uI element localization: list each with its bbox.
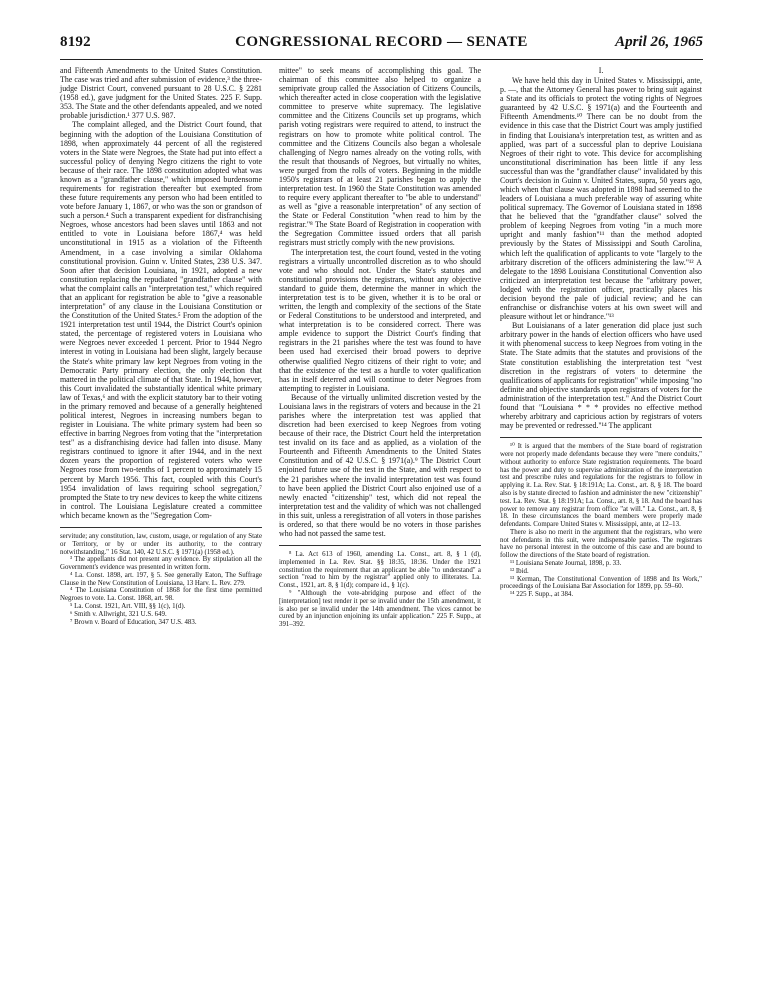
footnote: ⁸ La. Act 613 of 1960, amending La. Const., art. 8, § 1 (d), implemented in La. Rev. Stat. §§ 18:35, 18:36. Under the 1921 constitution the requirement that an applicant be able "to understand" a section "read to him by the registrar" applied only to illiterates. La. Const., 1921, art. 8, § 1(d); compare id., § 1(c). xyxy=(279,551,481,590)
footnote: ³ The appellants did not present any evidence. By stipulation all the Government's evidence was presented in written form. xyxy=(60,556,262,572)
footnote: ¹⁰ It is argued that the members of the State board of registration were not properly made defendants because they were "mere conduits," without authority to enforce State registration requirements. The board has the power and duty to supervise administration of the interpretation test and prescribe rules and regulations for the registrars to follow in applying it. La. Rev. Stat. § 18:191A; La. Const., art. 8, § 18. The board also is by statute directed to fashion and administer the new "citizenship" test. La. Rev. Stat. § 18:191A; La. Const., art. 8, § 18. And the board has power to remove any registrar from office "at will." La. Const., art. 8, § 18. In these circumstances the board members were properly made defendants. Compare United States v. Mississippi, ante, at 12–13. xyxy=(500,443,702,529)
footnote: ⁷ Brown v. Board of Education, 347 U.S. 483. xyxy=(70,618,197,626)
page-date: April 26, 1965 xyxy=(615,34,703,50)
footnote-divider xyxy=(279,545,481,546)
body-paragraph: We have held this day in United States v. Mississippi, ante, p. —, that the Attorney General has power to bring suit against a State and its officials to protect the voting rights of Negroes guaranteed by 42 U.S.C. § 1971(a) and the Fourteenth and Fifteenth Amendments.¹⁰ There can be no doubt from the evidence in this case that the District Court was amply justified in finding that Louisiana's interpretation test, as written and as applied, was part of a successful plan to deprive Louisiana Negroes of their right to vote. This device for accomplishing unconstitutional discrimination has been little if any less successful than was the "grandfather clause" invalidated by this Court's decision in Guinn v. United States, supra, 50 years ago, which when that clause was adopted in 1898 had seemed to the leaders of Louisiana a much preferable way of assuring white political supremacy. The Governor of Louisiana stated in 1898 that he believed that the "grandfather clause" solved the problem of keeping Negroes from voting "in a much more upright and manly fashion"¹¹ than the method adopted previously by the States of Mississippi and South Carolina, which left the qualification of applicants to vote "largely to the arbitrary discretion of the officers administering the law."¹² A delegate to the 1898 Louisiana Constitutional Convention also criticized an interpretation test because the "arbitrary power, lodged with the registration officer, practically places his decision beyond the pale of judicial review; and he can enfranchise or disfranchise voters at his own sweet will and pleasure without let or hindrance."¹³ xyxy=(500,76,702,322)
body-paragraph: mittee" to seek means of accomplishing this goal. The chairman of this committee also helped to organize a semiprivate group called the Association of Citizens Councils, which thereafter acted in close cooperation with the legislative committee to preserve white supremacy. The legislative committee and the Citizens Councils set up programs, which parish voting registrars were required to attend, to instruct the registrars on how to promote white political control. The committee and the Citizens Councils also began a wholesale challenging of Negro names already on the voting rolls, with the result that thousands of Negroes, but virtually no whites, were purged from the rolls of voters. Beginning in the middle 1950's registrars of at least 21 parishes began to apply the interpretation test. In 1960 the State Constitution was amended to require every applicant thereafter to "be able to understand" as well as "give a reasonable interpretation" of any section of the State or Federal Constitution "when read to him by the registrar."⁸ The State Board of Registration in cooperation with the Segregation Committee issued orders that all parish registrars must strictly comply with the new provisions. xyxy=(279,66,481,248)
page-number: 8192 xyxy=(60,34,91,50)
footnote: ¹⁴ 225 F. Supp., at 384. xyxy=(510,591,574,599)
footnote: ⁶ Smith v. Allwright, 321 U.S. 649. xyxy=(70,610,167,618)
body-paragraph: But Louisianans of a later generation did place just such arbitrary power in the hands of election officers who have used it with phenomenal success to keep Negroes from voting in the State. The State admits that the statutes and provisions of the State constitution establishing the interpretation test "vest discretion in the registrars of voters to determine the qualifications of applicants for registration" while imposing "no definite and objective standards upon registrars of voters for the administration of the interpretation test." And the District Court found that "Louisiana * * * provides no effective method whereby arbitrary and capricious action by registrars of voters may be prevented or redressed."¹⁴ The applicant xyxy=(500,321,702,431)
page-header xyxy=(60,34,703,56)
column-right xyxy=(500,66,702,599)
footnote: servitude; any constitution, law, custom, usage, or regulation of any State or Territory, or by or under its authority, to the contrary notwithstanding." 16 Stat. 140, 42 U.S.C. § 1971(a) (1958 ed.). xyxy=(60,532,263,556)
header-rule xyxy=(60,59,703,60)
body-paragraph: The interpretation test, the court found, vested in the voting registrars a virtually uncontrolled discretion as to who should vote and who should not. Under the State's statutes and constitutional provisions the registrars, without any objective standard to guide them, determine the manner in which the interpretation test is to be given, whether it is to be oral or written, the length and complexity of the sections of the State or Federal Constitutions to be understood and interpreted, and what interpretation is to be considered correct. There was ample evidence to support the District Court's finding that registrars in the 21 parishes where the test was found to have been used had exercised their broad powers to deprive otherwise qualified Negro citizens of their right to vote; and that the existence of the test as a hurdle to voter qualification has in itself deterred and will continue to deter Negroes from attempting to register in Louisiana. xyxy=(279,247,481,393)
footnote: There is also no merit in the argument that the registrars, who were not defendants in this suit, were indispensable parties. The registrars have no personal interest in the outcome of this case and are bound to follow the directions of the State board of registration. xyxy=(500,528,702,560)
column-middle xyxy=(279,66,481,629)
footnote: ⁴ La. Const. 1898, art. 197, § 5. See generally Eaton, The Suffrage Clause in the New Constitution of Louisiana, 13 Harv. L. Rev. 279. xyxy=(60,571,262,587)
body-paragraph: The complaint alleged, and the District Court found, that beginning with the adoption of the Louisiana Constitution of 1898, when approximately 44 percent of all the registered voters in the State were Negroes, the State had put into effect a successful policy of denying Negro citizens the right to vote because of their race. The 1898 constitution adopted what was known as a "grandfather clause," which imposed burdensome requirements for registration thereafter but exempted from these future requirements any person who had been entitled to vote before January 1, 1867, or who was the son or grandson of such a person.⁴ Such a transparent expedient for disfranchising Negroes, whose ancestors had been slaves until 1863 and not entitled to vote in Louisiana before 1867,⁴ was held unconstitutional in 1915 as a violation of the Fifteenth Amendment, in a case involving a similar Oklahoma constitutional provision. Guinn v. United States, 238 U.S. 347. Soon after that decision Louisiana, in 1921, adopted a new constitution replacing the repudiated "grandfather clause" with what the complaint calls an "interpretation test," which required that an applicant for registration be able to "give a reasonable interpretation" of any clause in the Louisiana Constitution or the Constitution of the United States.⁵ From the adoption of the 1921 interpretation test until 1944, the District Court's opinion stated, the percentage of registered voters in Louisiana who were Negroes never exceeded 1 percent. Prior to 1944 Negro interest in voting in Louisiana had been slight, largely because the State's white primary law kept Negroes from voting in the Democratic Party primary election, the only election that mattered in the political climate of that State. In 1944, however, this Court invalidated the substantially identical white primary law of Texas,⁶ and with the explicit statutory bar to their voting in the primary removed and because of a generally heightened political interest, Negroes in increasing numbers began to register in Louisiana. The white primary system had been so effective in barring Negroes from voting that the "interpretation test" as a disfranchising device had fallen into disuse. Many registrars continued to ignore it after 1944, and in the next dozen years the proportion of registered voters who were Negroes rose from two-tenths of 1 percent to approximately 15 percent by March 1956. This fact, coupled with this Court's 1954 invalidation of laws requiring school segregation,⁷ prompted the State to try new devices to keep the white citizens in control. The Louisiana Legislature created a committee which became known as the "Segregation Com- xyxy=(60,120,262,520)
journal-title: CONGRESSIONAL RECORD — SENATE xyxy=(235,34,528,50)
footnote: ⁴ The Louisiana Constitution of 1868 for the first time permitted Negroes to vote. La. Const. 1868, art. 98. xyxy=(60,587,262,603)
footnote: ⁵ La. Const. 1921, Art. VIII, §§ 1(c), 1(d). xyxy=(70,603,186,611)
footnote: ¹³ Kerman, The Constitutional Convention of 1898 and Its Work," proceedings of the Louisiana Bar Association for 1899, pp. 59–60. xyxy=(500,575,702,591)
column-left xyxy=(60,66,262,626)
footnote-divider xyxy=(500,437,702,438)
section-number: I. xyxy=(598,66,604,75)
footnote-divider xyxy=(60,527,262,528)
footnote: ¹² Ibid. xyxy=(510,567,529,575)
body-paragraph: Because of the virtually unlimited discretion vested by the Louisiana laws in the registrars of voters and because in the 21 parishes where the interpretation test was applied that discretion had been exercised to keep Negroes from voting because of their race, the District Court held the interpretation test invalid on its face and as applied, as a violation of the Fourteenth and Fifteenth Amendments to the United States Constitution and of 42 U.S.C. § 1971(a).⁹ The District Court enjoined future use of the test in the State, and with respect to the 21 parishes where the invalid interpretation test was found to have been applied the District Court also enjoined use of a newly enacted "citizenship" test, which did not repeal the interpretation test and the validity of which was not challenged in this suit, unless a reregistration of all voters in those parishes is ordered, so that there would be no voters in those parishes who had not passed the same test. xyxy=(279,392,481,538)
footnote: ¹¹ Louisiana Senate Journal, 1898, p. 33. xyxy=(510,560,622,568)
footnote: ⁹ "Although the vote-abridging purpose and effect of the [interpretation] test render it per se invalid under the 15th amendment, it is also per se invalid under the 14th amendment. The vices cannot be cured by an injunction enjoining its unfair application." 225 F. Supp., at 391–392. xyxy=(279,590,481,629)
body-paragraph: and Fifteenth Amendments to the United States Constitution. The case was tried and after submission of evidence,³ the three-judge District Court, convened pursuant to 28 U.S.C. § 2281 (1958 ed.), gave judgment for the United States. 225 F. Supp. 353. The State and the other defendants appealed, and we noted probable jurisdiction.¹ 377 U.S. 987. xyxy=(60,66,262,121)
